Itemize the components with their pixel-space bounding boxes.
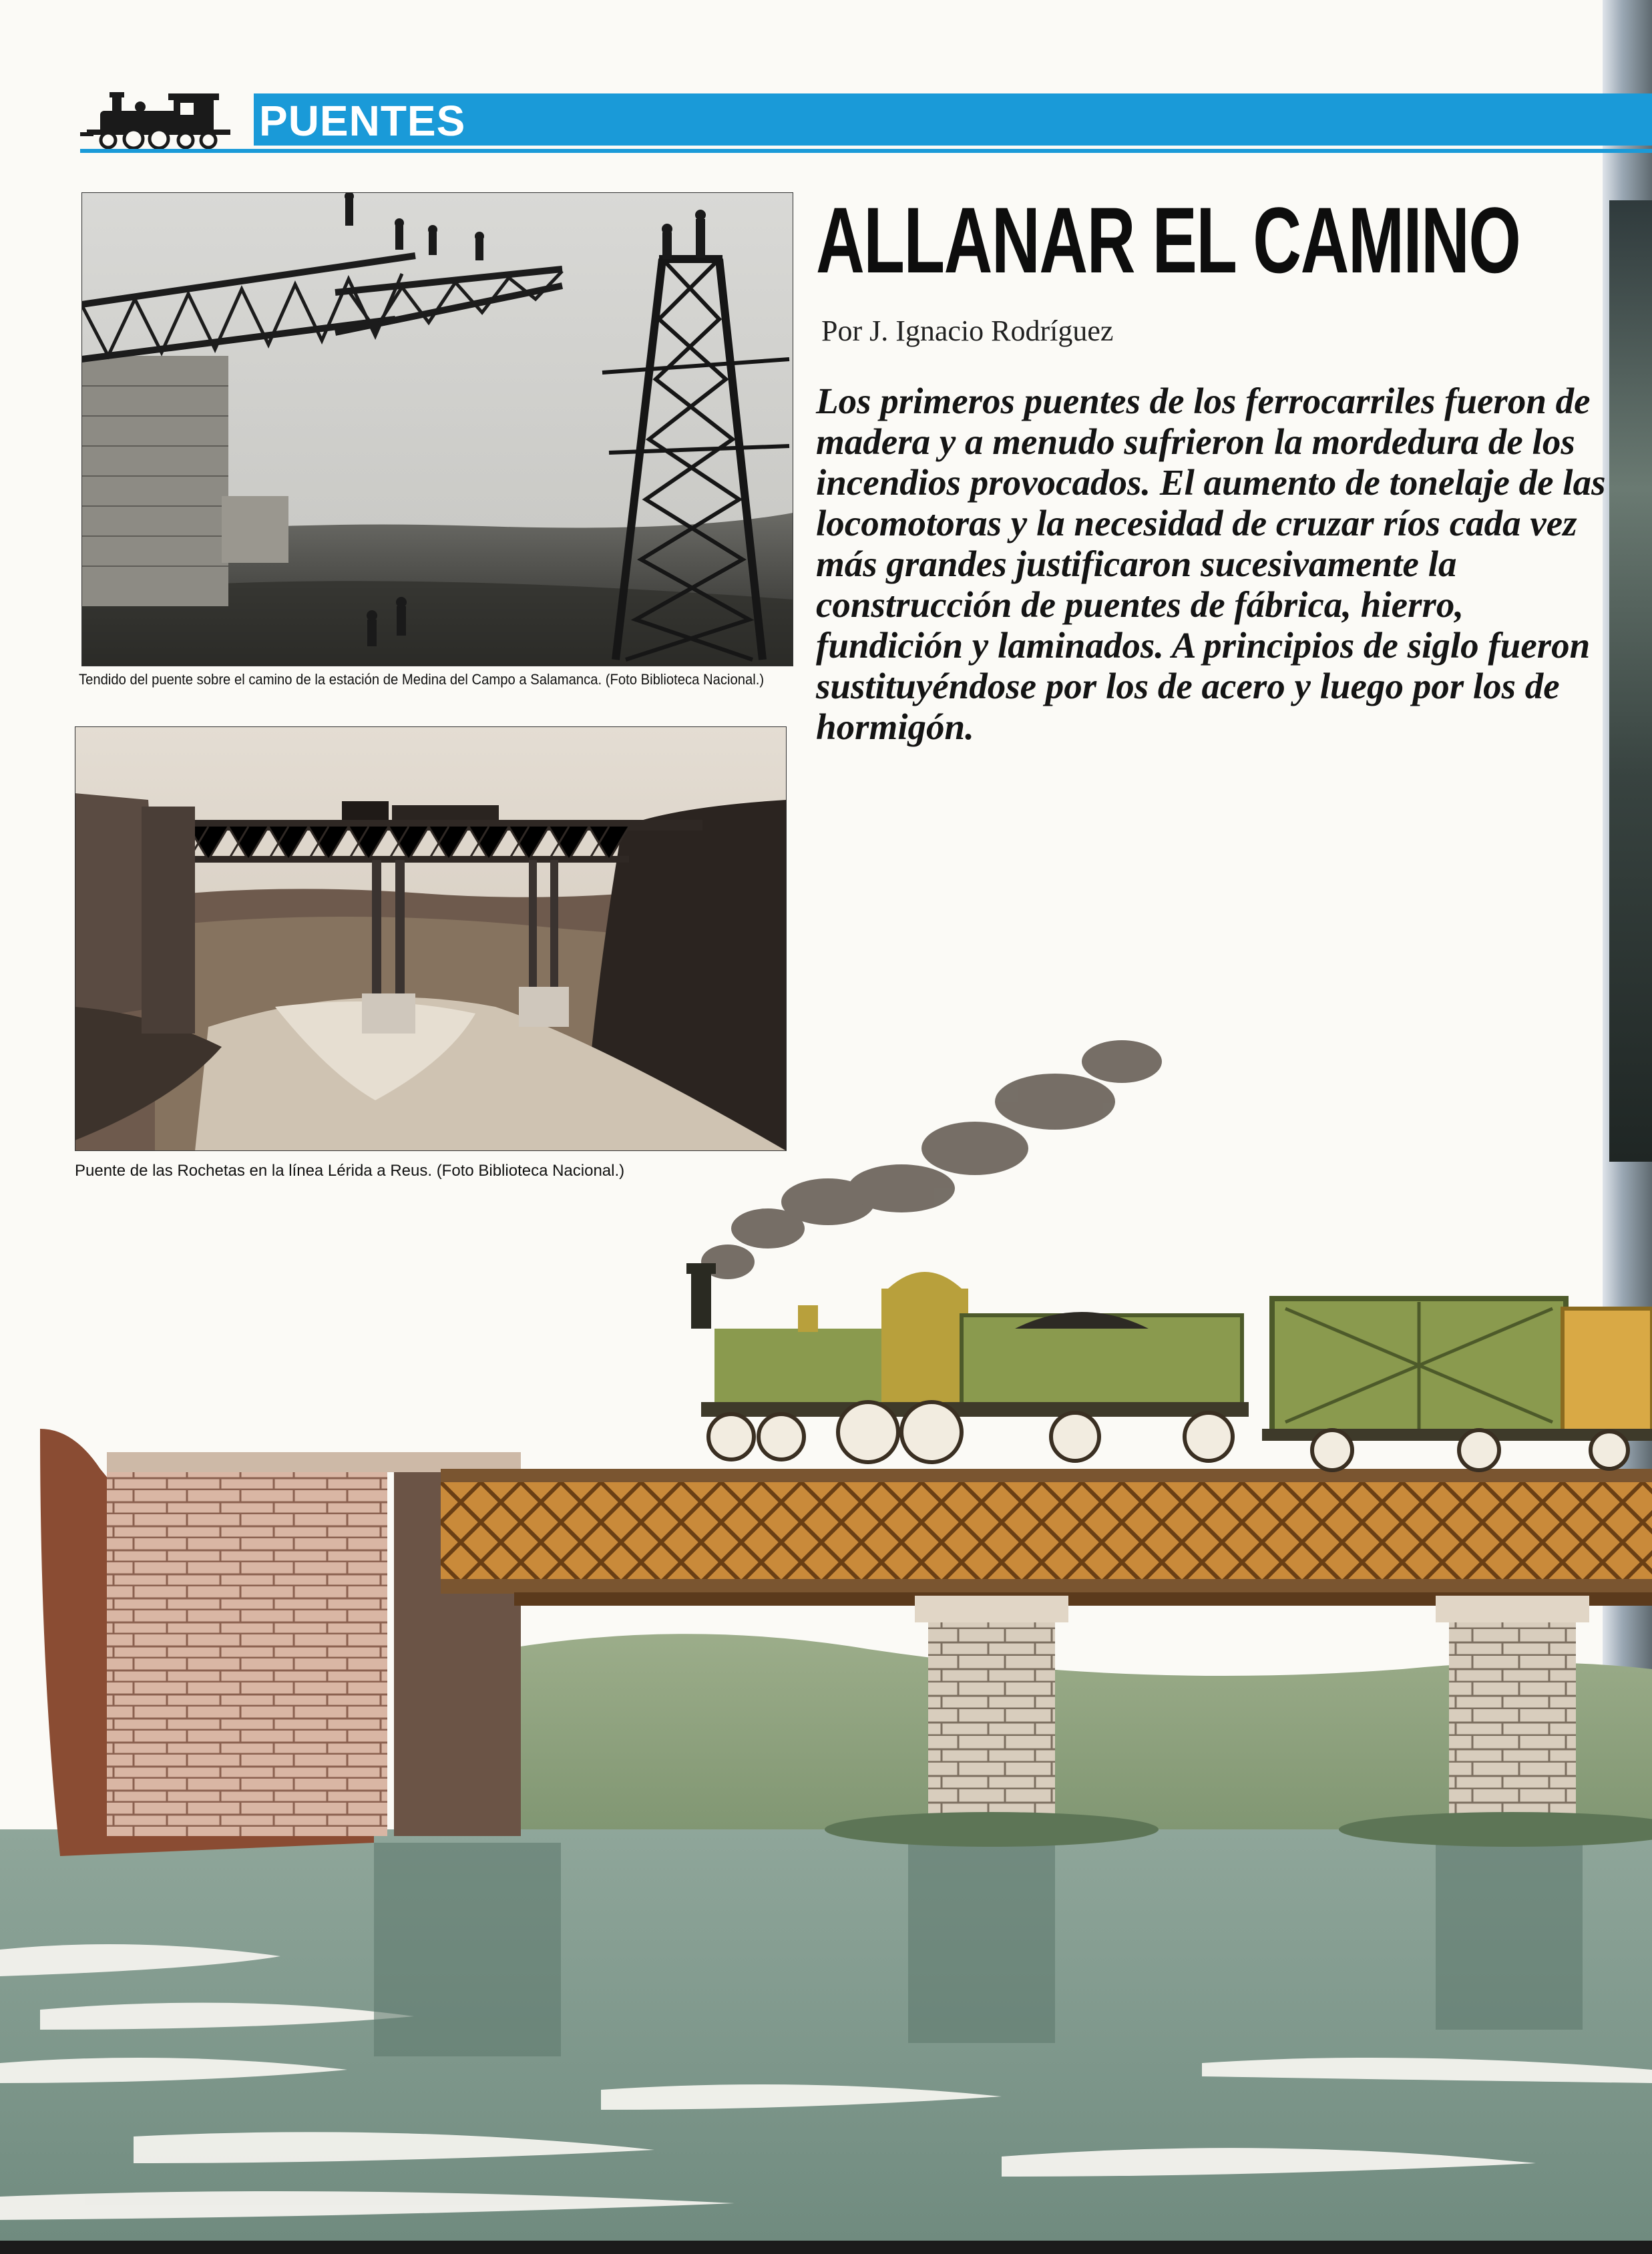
illustration-train-on-bridge <box>0 961 1652 2254</box>
section-label: PUENTES <box>259 97 466 145</box>
article-title: ALLANAR EL CAMINO <box>816 188 1520 292</box>
photo-caption: Puente de las Rochetas en la línea Lérida a Reus. (Foto Biblioteca Nacional.) <box>75 1162 625 1180</box>
section-header-rule <box>80 149 1652 153</box>
photo-caption: Tendido del puente sobre el camino de la estación de Medina del Campo a Salamanca. (Foto Biblioteca Nacional.) <box>79 671 765 688</box>
article-lead-text: Los primeros puentes de los ferrocarriles fueron de madera y a menudo sufrieron la mordedura de los incendios provocados. El aumento de tonelaje de las locomotoras y la necesidad de cruzar ríos cada vez más grandes justificaron sucesivamente la construcción de puentes de fábrica, hierro, fundición y laminados. A principios de siglo fueron sustituyéndose por los de acero y luego por los de hormigón. <box>816 381 1606 747</box>
article-byline: Por J. Ignacio Rodríguez <box>821 314 1114 347</box>
locomotive-icon <box>80 85 237 152</box>
photo-bridge-construction <box>81 192 793 666</box>
article-lead <box>816 381 1611 747</box>
page-bottom-edge <box>0 2241 1652 2254</box>
